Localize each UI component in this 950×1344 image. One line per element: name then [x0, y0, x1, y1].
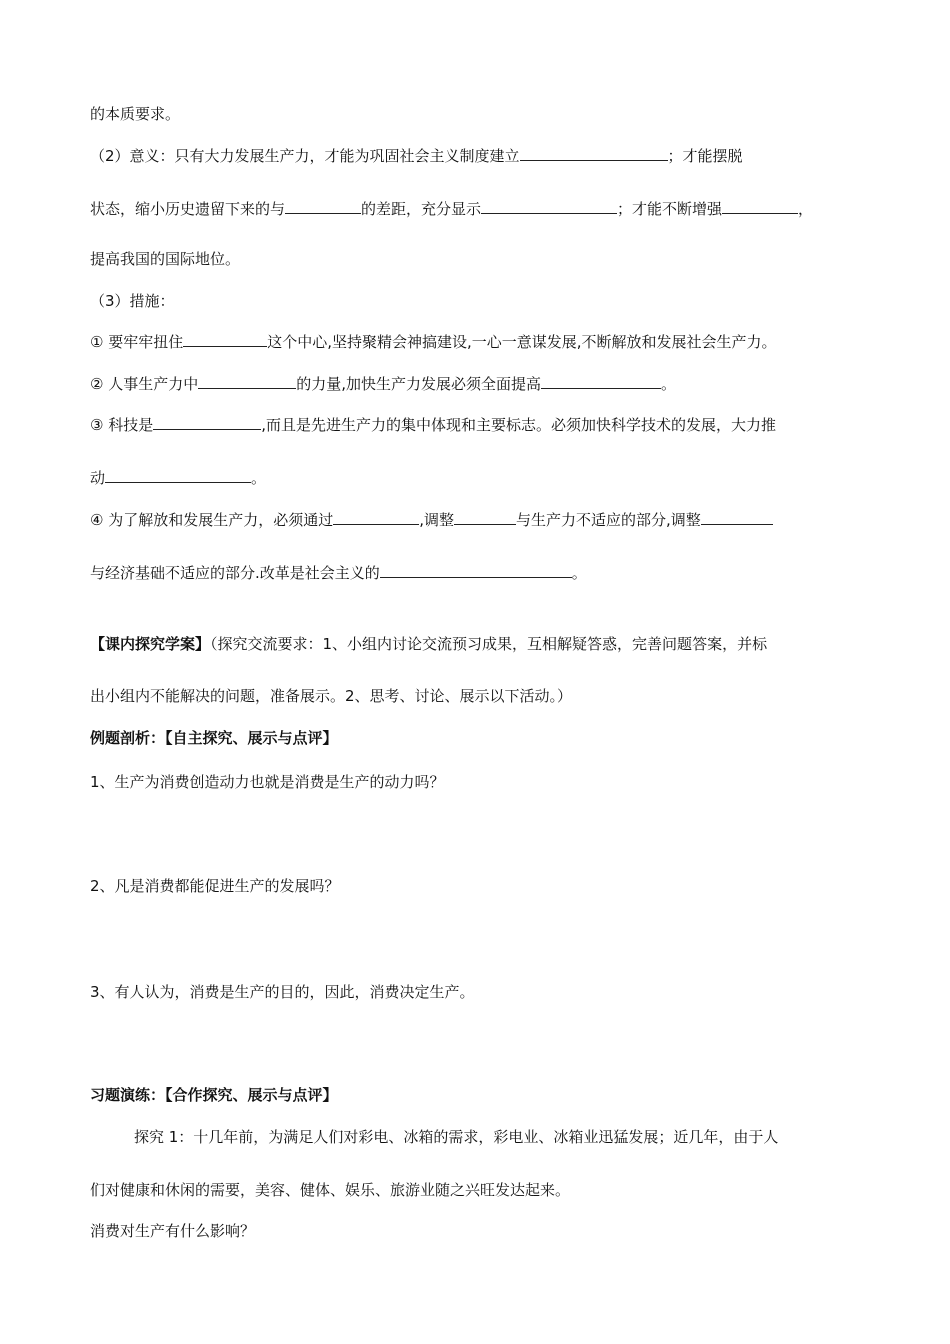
answer-blank[interactable]	[722, 199, 798, 214]
measures-heading: （3）措施：	[90, 292, 175, 310]
measure-text: ,而且是先进生产力的集中体现和主要标志。必须加快科学技术的发展，大力推	[261, 416, 776, 434]
measure-text: 。	[661, 375, 677, 393]
answer-blank[interactable]	[454, 510, 516, 525]
measure-3	[90, 415, 776, 435]
examples-heading: 例题剖析：【自主探究、展示与点评】	[90, 729, 338, 747]
answer-blank[interactable]	[105, 468, 251, 483]
answer-blank[interactable]	[520, 146, 668, 161]
measure-text: 的力量,加快生产力发展必须全面提高	[296, 375, 541, 393]
measure-text: 与经济基础不适应的部分.改革是社会主义的	[90, 564, 380, 582]
meaning-text: 的差距，充分显示	[361, 200, 482, 218]
exercises-heading: 习题演练：【合作探究、展示与点评】	[90, 1086, 338, 1104]
answer-blank[interactable]	[541, 374, 661, 389]
measure-text: 动	[90, 469, 106, 487]
measure-2	[90, 374, 676, 394]
answer-blank[interactable]	[153, 415, 261, 430]
measure-text: 。	[251, 469, 267, 487]
measure-text: ③ 科技是	[90, 416, 154, 434]
exercise-text-1: 探究 1：十几年前，为满足人们对彩电、冰箱的需求，彩电业、冰箱业迅猛发展；近几年，由于人	[134, 1128, 779, 1146]
exercise-text-2: 们对健康和休闲的需要，美容、健体、娱乐、旅游业随之兴旺发达起来。	[90, 1181, 571, 1199]
inquiry-requirements: （探究交流要求：1、小组内讨论交流预习成果，互相解疑答惑，完善问题答案，并标	[210, 635, 768, 653]
example-question-1: 1、生产为消费创造动力也就是消费是生产的动力吗？	[90, 773, 445, 791]
meaning-line-1	[90, 146, 743, 166]
measure-1	[90, 332, 777, 352]
meaning-text: ；才能摆脱	[667, 147, 743, 165]
answer-blank[interactable]	[333, 510, 419, 525]
exercise-question: 消费对生产有什么影响？	[90, 1222, 256, 1240]
answer-blank[interactable]	[701, 510, 773, 525]
meaning-line-2	[90, 199, 813, 219]
example-question-2: 2、凡是消费都能促进生产的发展吗？	[90, 877, 340, 895]
measure-text: 这个中心,坚持聚精会神搞建设,一心一意谋发展,不断解放和发展社会生产力。	[267, 333, 777, 351]
answer-blank[interactable]	[198, 374, 296, 389]
example-question-3: 3、有人认为，消费是生产的目的，因此，消费决定生产。	[90, 983, 475, 1001]
meaning-text: 状态，缩小历史遗留下来的与	[90, 200, 286, 218]
meaning-text: ；才能不断增强	[617, 200, 723, 218]
answer-blank[interactable]	[285, 199, 361, 214]
measure-text: 与生产力不适应的部分,调整	[516, 511, 701, 529]
meaning-text: ，	[798, 200, 814, 218]
measure-text: ② 人事生产力中	[90, 375, 199, 393]
top-line: 的本质要求。	[90, 105, 181, 123]
answer-blank[interactable]	[481, 199, 617, 214]
measure-text: ① 要牢牢扭住	[90, 333, 184, 351]
inquiry-line-2: 出小组内不能解决的问题，准备展示。2、思考、讨论、展示以下活动。）	[90, 687, 573, 705]
inquiry-title: 【课内探究学案】	[90, 635, 211, 653]
meaning-text: （2）意义：只有大力发展生产力，才能为巩固社会主义制度建立	[90, 147, 520, 165]
meaning-line-3: 提高我国的国际地位。	[90, 250, 241, 268]
measure-3-cont	[90, 468, 266, 488]
measure-4	[90, 510, 773, 530]
inquiry-line-1	[90, 634, 767, 654]
measure-4-cont	[90, 563, 587, 583]
answer-blank[interactable]	[380, 563, 572, 578]
measure-text: 。	[571, 564, 587, 582]
answer-blank[interactable]	[183, 332, 267, 347]
measure-text: ,调整	[419, 511, 454, 529]
measure-text: ④ 为了解放和发展生产力，必须通过	[90, 511, 334, 529]
